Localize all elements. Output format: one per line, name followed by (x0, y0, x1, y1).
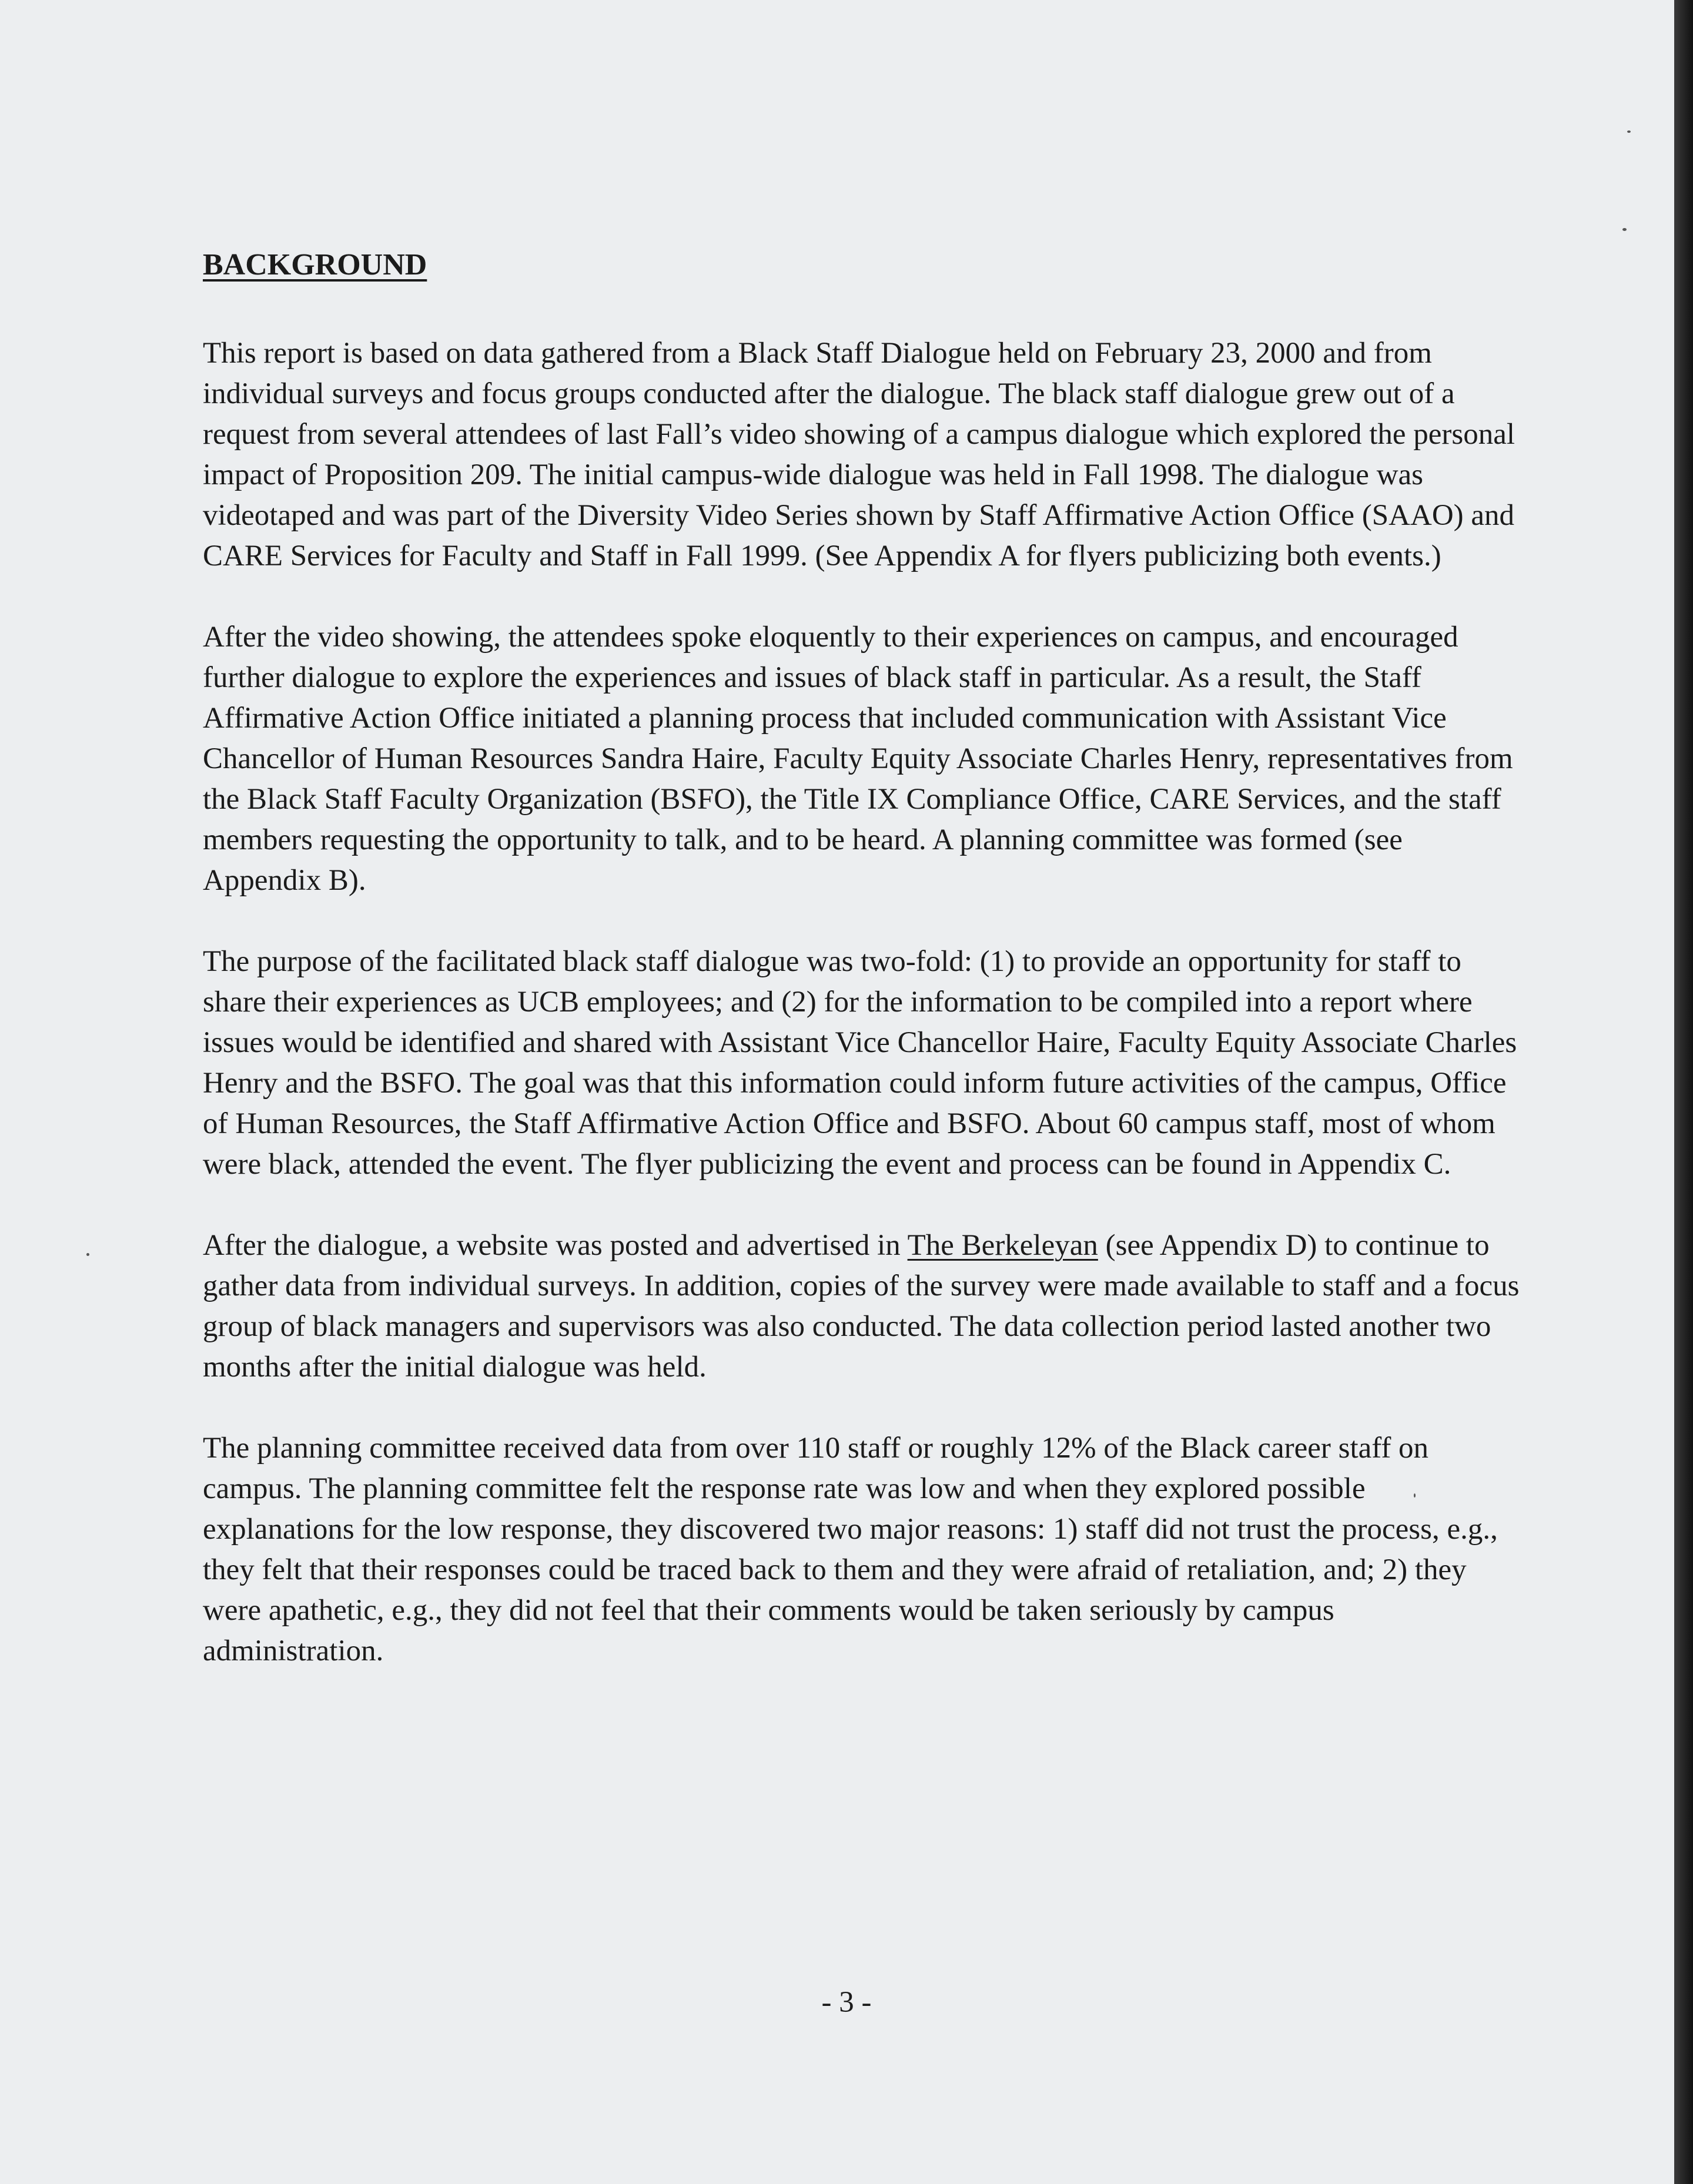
document-body (203, 238, 1520, 1712)
paragraph-dialogue-purpose: The purpose of the facilitated black staff dialogue was two-fold: (1) to provide an opportunity for staff to share their experiences as UCB employees; and (2) for the information to be compiled into a report where issues would be identified and shared with Assistant Vice Chancellor Haire, Faculty Equity Associate Charles Henry and the BSFO. The goal was that this information could inform future activities of the campus, Office of Human Resources, the Staff Affirmative Action Office and BSFO. About 60 campus staff, most of whom were black, attended the event. The flyer publicizing the event and process can be found in Appendix C. (203, 945, 1517, 1181)
scan-speck (86, 1253, 89, 1256)
scan-border (1674, 0, 1693, 2184)
scan-speck (1627, 130, 1631, 133)
paragraph-report-basis: This report is based on data gathered from a Black Staff Dialogue held on February 23, 2000 and from individual surveys and focus groups conducted after the dialogue. The black staff dialogue grew out of a request from several attendees of last Fall’s video showing of a campus dialogue which explored the personal impact of Proposition 209. The initial campus-wide dialogue was held in Fall 1998. The dialogue was videotaped and was part of the Diversity Video Series shown by Staff Affirmative Action Office (SAAO) and CARE Services for Faculty and Staff in Fall 1999. (See Appendix A for flyers publicizing both events.) (203, 337, 1515, 572)
scan-speck (1622, 228, 1627, 231)
page-number: - 3 - (821, 1986, 872, 2019)
paragraph-data-collection (203, 1225, 1520, 1388)
publication-title: The Berkeleyan (907, 1229, 1098, 1262)
paragraph-response-rate: The planning committee received data from over 110 staff or roughly 12% of the Black career staff on campus. The planning committee felt the response rate was low and when they explored possible explanations for the low response, they discovered two major reasons: 1) staff did not trust the process, e.g., they felt that their responses could be traced back to them and they were afraid of retaliation, and; 2) they were apathetic, e.g., they did not feel that their comments would be taken seriously by campus administration. (203, 1432, 1498, 1667)
paragraph-text: After the dialogue, a website was posted and advertised in (203, 1229, 908, 1262)
paragraph-text: (see Appendix D) to continue to gather data from individual surveys. In addition, copies of the survey were made available to staff and a focus group of black managers and supervisors was also conducted. The data collection period lasted another two months after the initial dialogue was held. (203, 1229, 1520, 1384)
paragraph-planning-process: After the video showing, the attendees spoke eloquently to their experiences on campus, and encouraged further dialogue to explore the experiences and issues of black staff in particular. As a result, the Staff Affirmative Action Office initiated a planning process that included communication with Assistant Vice Chancellor of Human Resources Sandra Haire, Faculty Equity Associate Charles Henry, representatives from the Black Staff Faculty Organization (BSFO), the Title IX Compliance Office, CARE Services, and the staff members requesting the opportunity to talk, and to be heard. A planning committee was formed (see Appendix B). (203, 621, 1513, 897)
section-heading: BACKGROUND (203, 248, 427, 282)
